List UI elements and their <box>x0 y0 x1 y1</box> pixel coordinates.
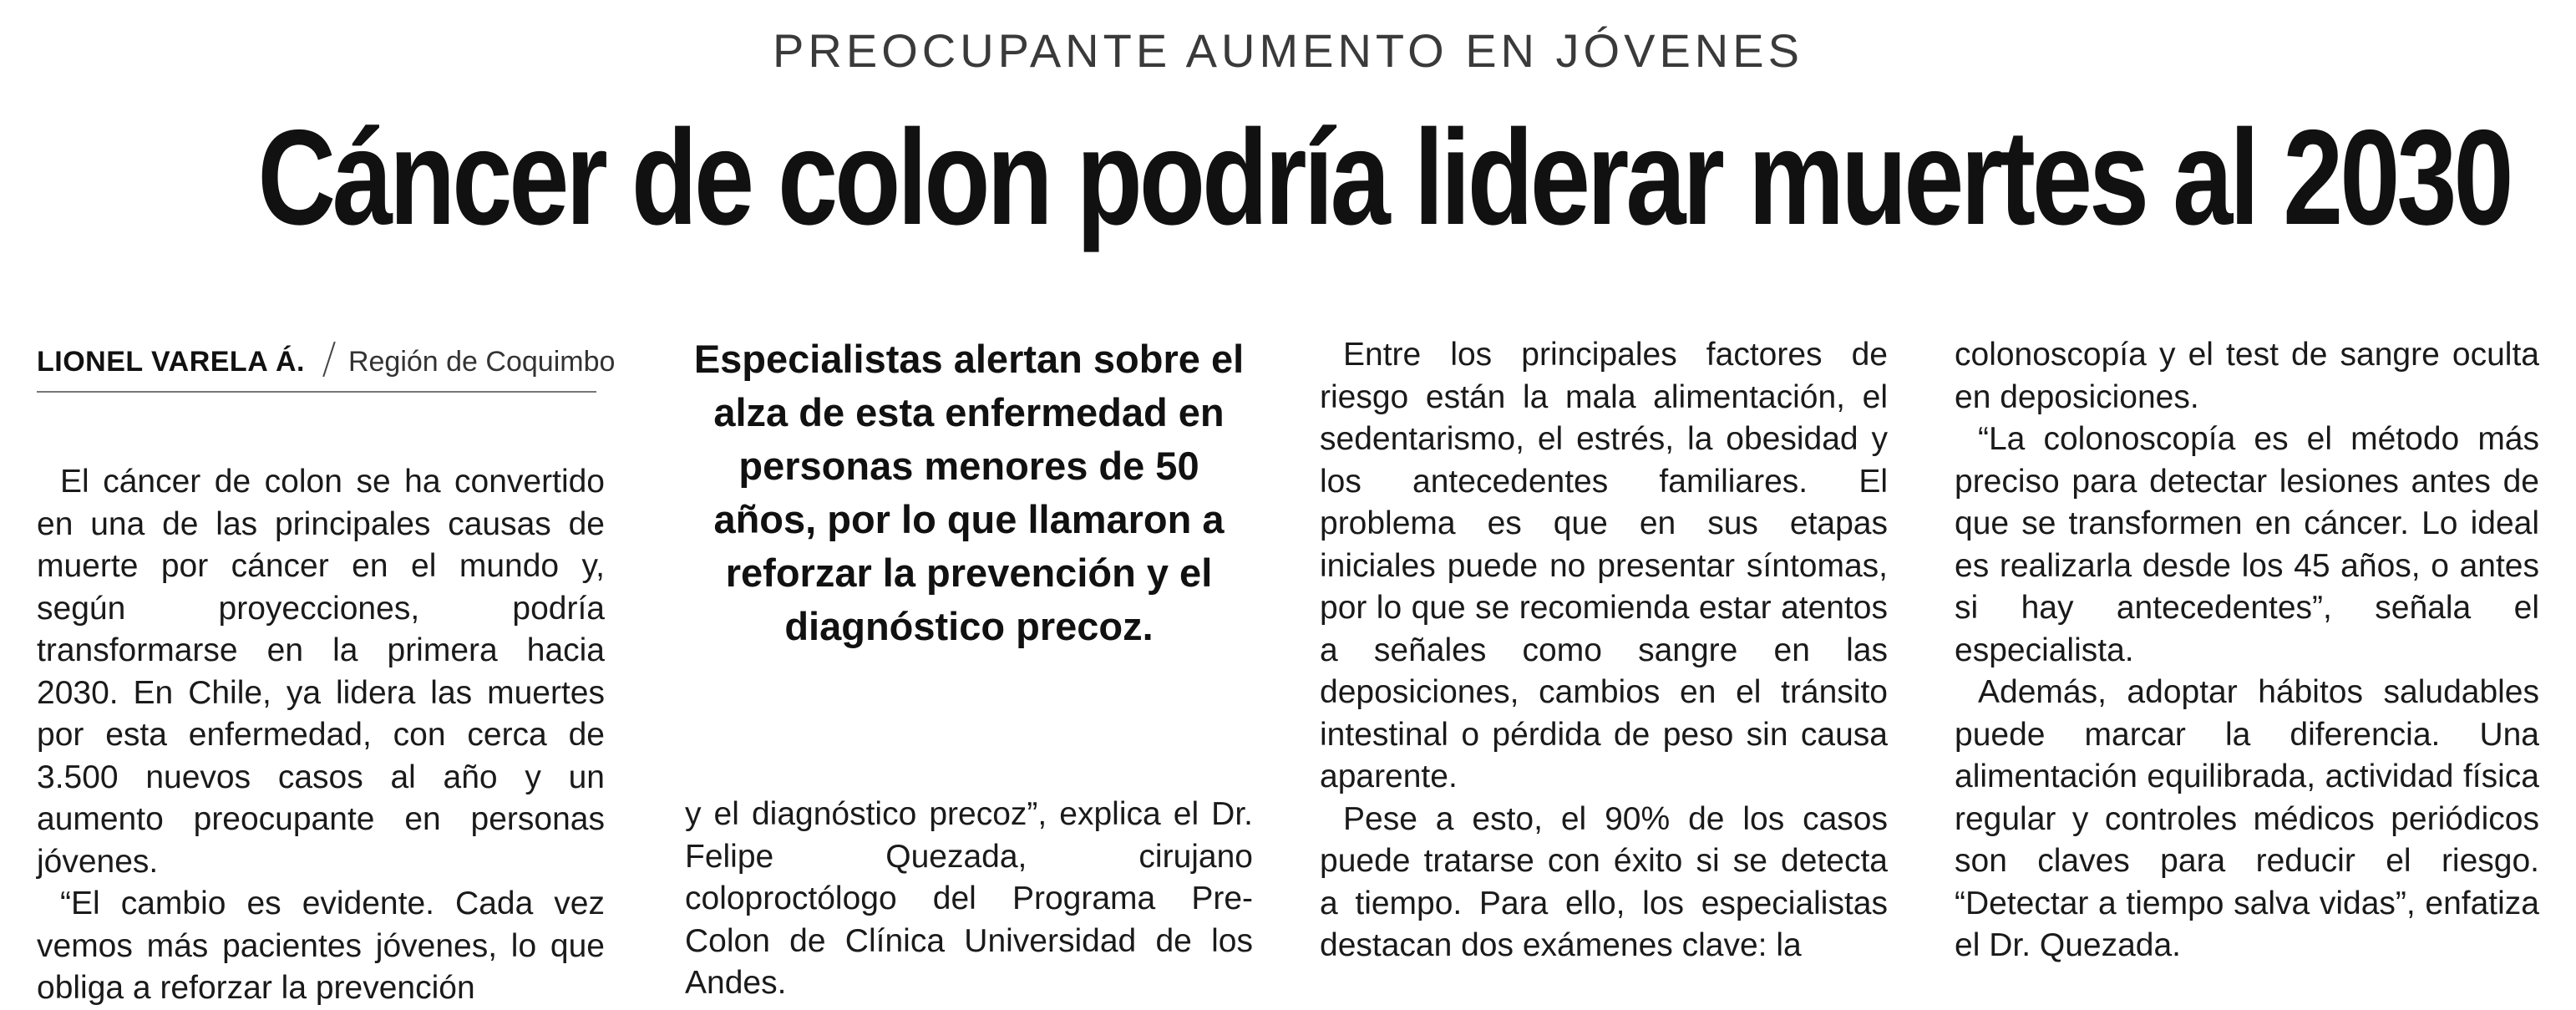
byline-region: Región de Coquimbo <box>347 346 616 378</box>
article-column-3 <box>1320 334 1888 967</box>
article-column-1 <box>37 461 605 1010</box>
paragraph: “El cambio es evidente. Cada vez vemos más pacientes jóvenes, lo que obliga a reforzar la prevención <box>37 886 605 1006</box>
byline-rule <box>37 391 596 393</box>
paragraph-continued: y el diagnóstico precoz”, explica el Dr. Felipe Quezada, cirujano coloproctólogo del Programa Pre-Colon de Clínica Universidad de los Andes. <box>685 796 1253 1001</box>
paragraph: El cáncer de colon se ha convertido en una de las principales causas de muerte por cáncer en el mundo y, según proyecciones, podría transformarse en la primera hacia 2030. En Chile, ya lidera las muertes por esta enfermedad, con cerca de 3.500 nuevos casos al año y un aumento preocupante en personas jóvenes. <box>37 464 605 880</box>
byline <box>37 341 616 391</box>
paragraph: Entre los principales factores de riesgo están la mala alimentación, el sedentarismo, el estrés, la obesidad y los antecedentes familiares. El problema es que en sus etapas iniciales puede no presentar síntomas, por lo que se recomienda estar atentos a señales como sangre en las deposiciones, cambios en el tránsito intestinal o pérdida de peso sin causa aparente. <box>1320 337 1888 794</box>
paragraph-continued: colonoscopía y el test de sangre oculta en deposiciones. <box>1955 337 2539 415</box>
article-column-2 <box>685 794 1253 1005</box>
byline-author: LIONEL VARELA Á. <box>37 346 305 378</box>
paragraph: “La colonoscopía es el método más preciso para detectar lesiones antes de que se transformen en cáncer. Lo ideal es realizarla desde los 45 años, o antes si hay antecedentes”, señala el especialista. <box>1955 421 2539 668</box>
article-kicker: PREOCUPANTE AUMENTO EN JÓVENES <box>773 24 1803 77</box>
paragraph: Además, adoptar hábitos saludables puede marcar la diferencia. Una alimentación equilibrada, actividad física regular y controles médicos periódicos son claves para reducir el riesgo. “Detectar a tiempo salva vidas”, enfatiza el Dr. Quezada. <box>1955 674 2539 963</box>
paragraph: Pese a esto, el 90% de los casos puede tratarse con éxito si se detecta a tiempo. Para ello, los especialistas destacan dos exámenes clave: la <box>1320 800 1888 963</box>
byline-slash-divider <box>322 342 335 377</box>
article-headline: Cáncer de colon podría liderar muertes al 2030 <box>257 102 2511 253</box>
pull-quote: Especialistas alertan sobre el alza de esta enfermedad en personas menores de 50 años, por lo que llamaron a reforzar la prevención y el diagnóstico precoz. <box>693 337 1245 648</box>
article-column-4 <box>1955 334 2539 967</box>
